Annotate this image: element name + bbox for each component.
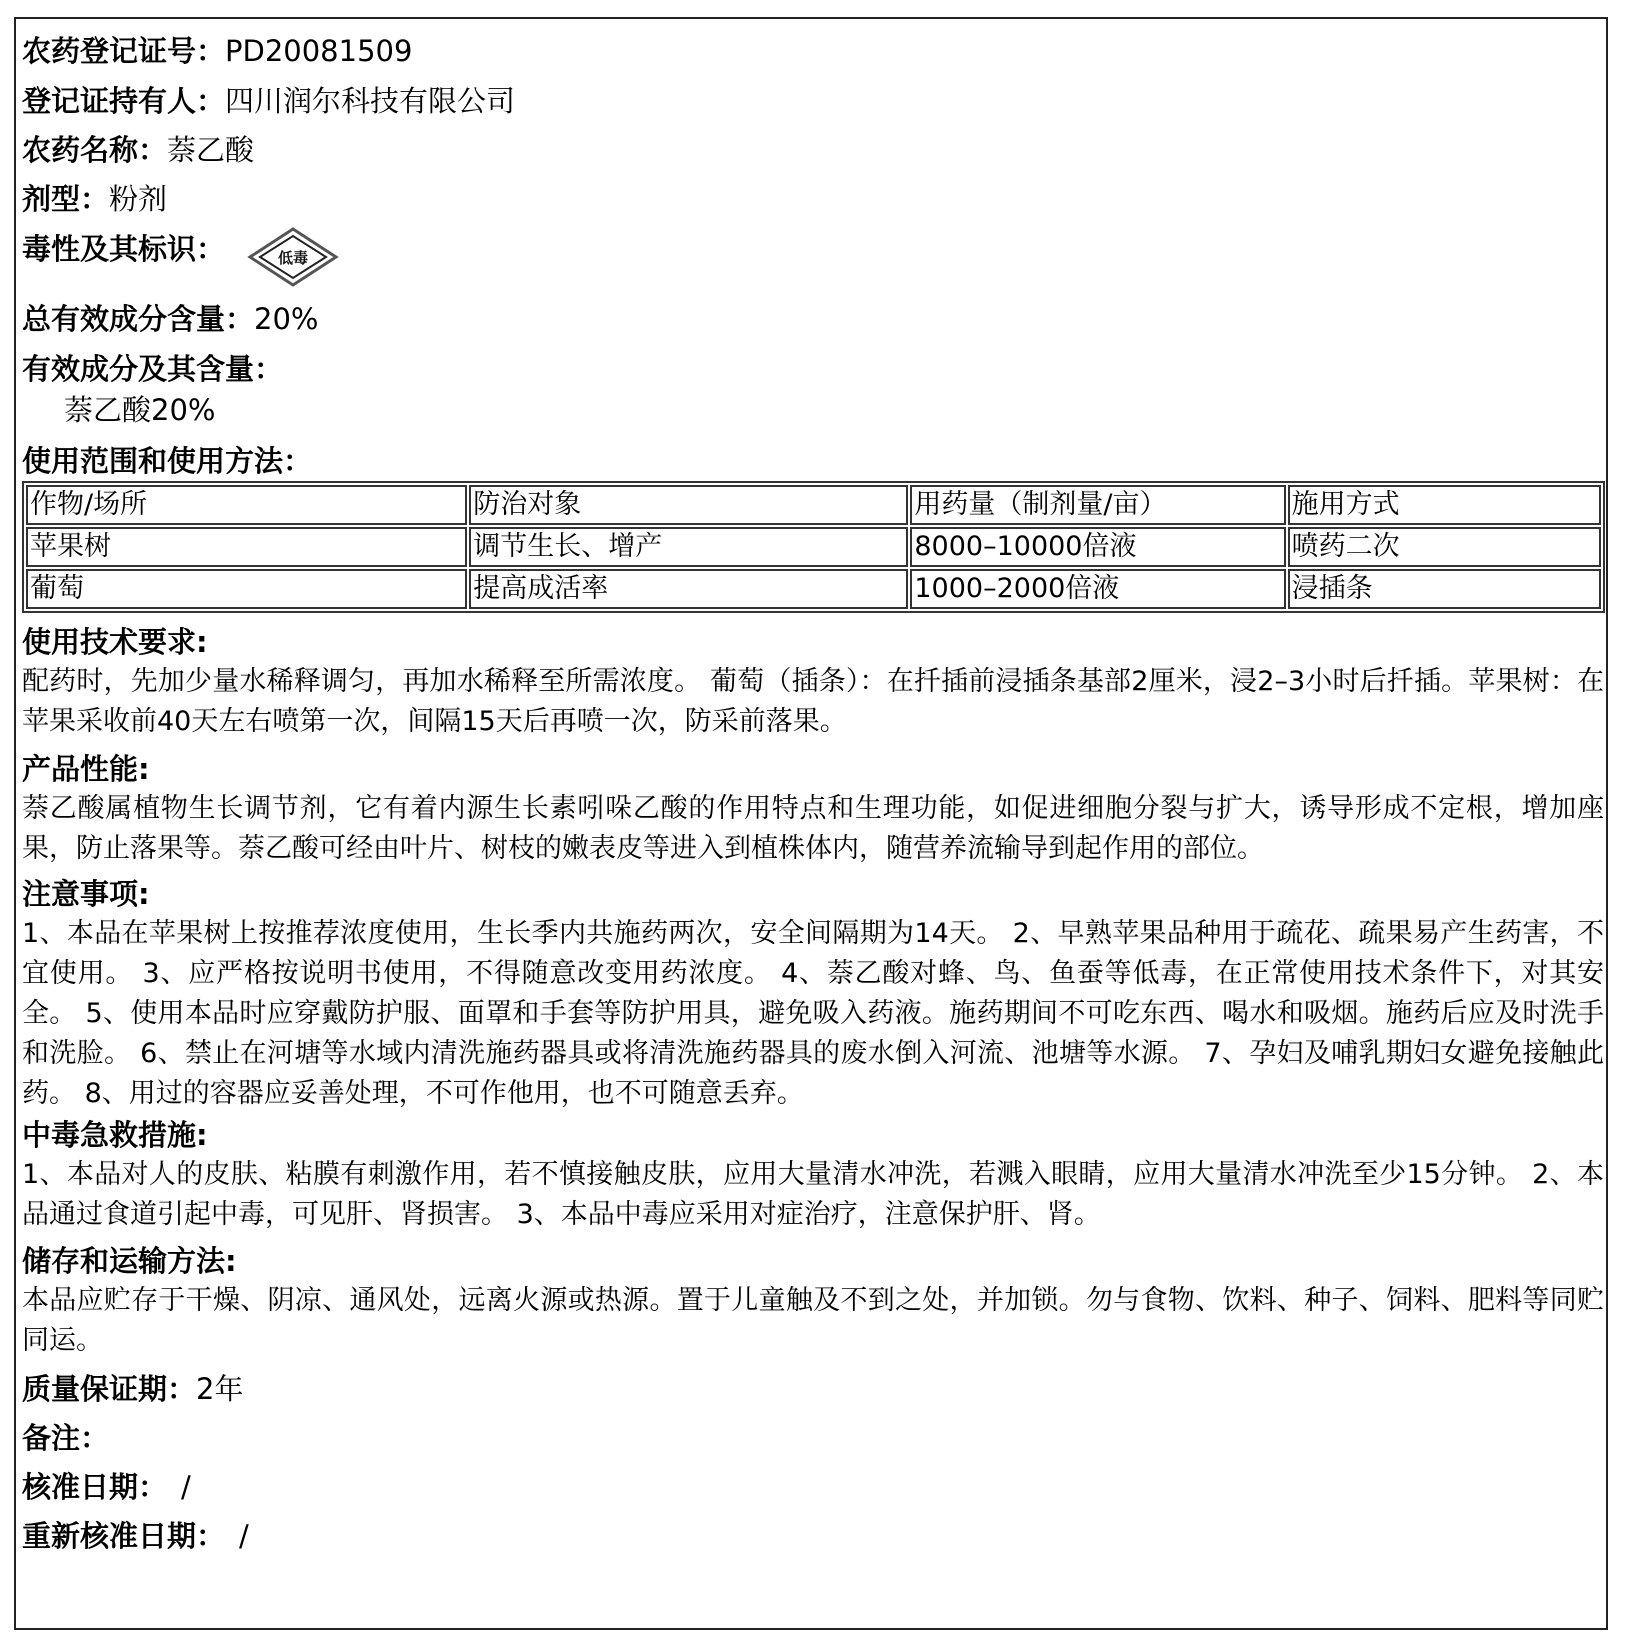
table-header-row	[26, 485, 1601, 525]
tech-requirements-heading	[22, 622, 1602, 662]
table-cell: 浸插条	[1288, 569, 1601, 609]
section-heading: 产品性能:	[22, 752, 150, 786]
table-cell: 喷药二次	[1288, 527, 1601, 567]
storage-heading	[22, 1241, 1602, 1281]
ingredient: 萘乙酸20%	[64, 393, 216, 427]
field-label: 农药名称：	[22, 133, 168, 167]
registration-number: PD20081509	[225, 34, 413, 68]
usage-table	[22, 481, 1605, 613]
pesticide-name: 萘乙酸	[167, 133, 255, 167]
table-cell: 1000–2000倍液	[910, 569, 1285, 609]
table-header-cell: 作物/场所	[26, 485, 467, 525]
first-aid-heading	[22, 1115, 1602, 1155]
reapproval-date: /	[239, 1519, 249, 1553]
ingredient-row	[64, 390, 1626, 430]
product-performance-text: 萘乙酸属植物生长调节剂，它有着内源生长素吲哚乙酸的作用特点和生理功能，如促进细胞分裂与扩大，诱导形成不定根，增加座果，防止落果等。萘乙酸可经由叶片、树枝的嫩表皮等进入到植株体内，随营养流输导到起作用的部位。	[22, 793, 1604, 864]
field-label: 登记证持有人：	[22, 84, 226, 118]
table-cell: 提高成活率	[469, 569, 908, 609]
section-heading: 中毒急救措施:	[22, 1118, 208, 1152]
section-heading: 储存和运输方法:	[22, 1244, 237, 1278]
section-heading: 注意事项:	[22, 877, 150, 911]
total-content-row	[22, 299, 1602, 339]
field-label: 备注：	[22, 1421, 110, 1455]
precautions-text: 1、本品在苹果树上按推荐浓度使用，生长季内共施药两次，安全间隔期为14天。 2、早熟苹果品种用于疏花、疏果易产生药害，不宜使用。 3、应严格按说明书使用，不得随意改变用药浓度。 4、萘乙酸对蜂、鸟、鱼蚕等低毒，在正常使用技术条件下，对其安全。 5、使用本品时应穿戴防护服、面罩和手套等防护用具，避免吸入药液。施药期间不可吃东西、喝水和吸烟。施药后应及时洗手和洗脸。 6、禁止在河塘等水域内清洗施药器具或将清洗施药器具的废水倒入河流、池塘等水源。 7、孕妇及哺乳期妇女避免接触此药。 8、用过的容器应妥善处理，不可作他用，也不可随意丢弃。	[22, 918, 1604, 1109]
field-label: 农药登记证号：	[22, 34, 226, 68]
low-toxicity-badge-icon	[246, 225, 340, 289]
table-cell: 调节生长、增产	[469, 527, 908, 567]
formulation: 粉剂	[109, 182, 168, 216]
field-label: 重新核准日期：	[22, 1519, 226, 1553]
table-header-cell: 防治对象	[469, 485, 908, 525]
table-cell: 8000–10000倍液	[910, 527, 1285, 567]
product-performance-heading	[22, 749, 1602, 789]
field-label: 总有效成分含量：	[22, 302, 255, 336]
field-label: 毒性及其标识：	[22, 232, 226, 266]
shelf-life-row	[22, 1369, 1602, 1409]
ingredients-label-row	[22, 349, 1602, 389]
total-content: 20%	[254, 302, 319, 336]
section-heading: 使用技术要求:	[22, 625, 208, 659]
remark-row	[22, 1418, 1602, 1458]
table-header-cell: 用药量（制剂量/亩）	[910, 485, 1285, 525]
field-label: 剂型：	[22, 182, 110, 216]
storage-text: 本品应贮存于干燥、阴凉、通风处，远离火源或热源。置于儿童触及不到之处，并加锁。勿与食物、饮料、种子、饲料、肥料等同贮同运。	[22, 1285, 1604, 1356]
precautions-heading	[22, 874, 1602, 914]
table-row	[26, 527, 1601, 567]
registration-number-row	[22, 31, 1602, 71]
approval-date-row	[22, 1467, 1602, 1507]
shelf-life: 2年	[196, 1372, 244, 1406]
field-label: 质量保证期：	[22, 1372, 197, 1406]
table-cell: 苹果树	[26, 527, 467, 567]
scope-label-row	[22, 441, 1602, 481]
field-label: 有效成分及其含量：	[22, 352, 284, 386]
document-frame	[14, 17, 1608, 1630]
approval-date: /	[181, 1470, 191, 1504]
holder-name: 四川润尔科技有限公司	[225, 84, 516, 118]
formulation-row	[22, 179, 1602, 219]
holder-row	[22, 81, 1602, 121]
reapproval-date-row	[22, 1516, 1602, 1556]
table-header-cell: 施用方式	[1288, 485, 1601, 525]
badge-text: 低毒	[277, 249, 309, 267]
table-row	[26, 569, 1601, 609]
field-label: 使用范围和使用方法：	[22, 444, 313, 478]
first-aid-text: 1、本品对人的皮肤、粘膜有刺激作用，若不慎接触皮肤，应用大量清水冲洗，若溅入眼睛，应用大量清水冲洗至少15分钟。 2、本品通过食道引起中毒，可见肝、肾损害。 3、本品中毒应采用对症治疗，注意保护肝、肾。	[22, 1159, 1604, 1230]
field-label: 核准日期：	[22, 1470, 168, 1504]
pesticide-name-row	[22, 130, 1602, 170]
tech-requirements-text: 配药时，先加少量水稀释调匀，再加水稀释至所需浓度。 葡萄（插条）：在扦插前浸插条基部2厘米，浸2–3小时后扦插。苹果树：在苹果采收前40天左右喷第一次，间隔15天后再喷一次，防采前落果。	[22, 666, 1604, 737]
table-cell: 葡萄	[26, 569, 467, 609]
